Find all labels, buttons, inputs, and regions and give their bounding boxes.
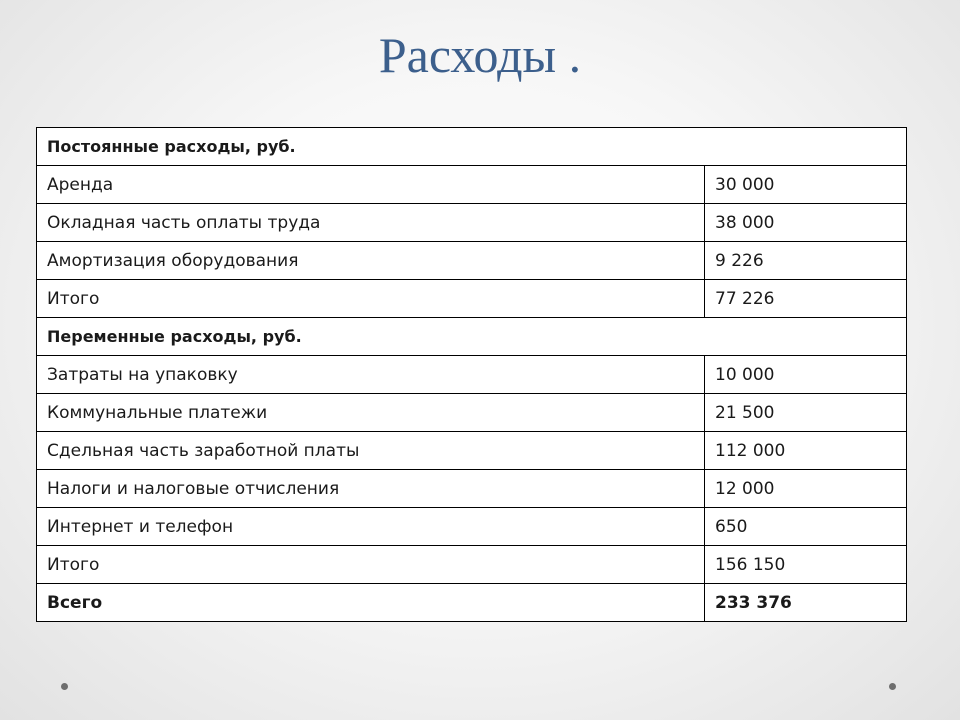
table-row: [37, 356, 907, 394]
row-label: Итого: [37, 546, 705, 584]
row-label: Амортизация оборудования: [37, 242, 705, 280]
table-row: [37, 470, 907, 508]
row-label: Интернет и телефон: [37, 508, 705, 546]
section-header-variable: [37, 318, 907, 356]
row-value: 21 500: [705, 394, 907, 432]
expense-table: [36, 127, 907, 622]
table-row: [37, 204, 907, 242]
table-row: [37, 432, 907, 470]
row-value: 10 000: [705, 356, 907, 394]
section-title: Переменные расходы, руб.: [37, 318, 907, 356]
section-header-fixed: [37, 128, 907, 166]
row-value: 77 226: [705, 280, 907, 318]
row-value: 9 226: [705, 242, 907, 280]
row-value: 112 000: [705, 432, 907, 470]
row-value: 12 000: [705, 470, 907, 508]
row-label: Затраты на упаковку: [37, 356, 705, 394]
subtotal-row: [37, 280, 907, 318]
row-value: 650: [705, 508, 907, 546]
row-label: Коммунальные платежи: [37, 394, 705, 432]
table-row: [37, 242, 907, 280]
row-value: 156 150: [705, 546, 907, 584]
section-title: Постоянные расходы, руб.: [37, 128, 907, 166]
row-label: Налоги и налоговые отчисления: [37, 470, 705, 508]
grand-total-label: Всего: [37, 584, 705, 622]
table-row: [37, 166, 907, 204]
grand-total-value: 233 376: [705, 584, 907, 622]
row-label: Аренда: [37, 166, 705, 204]
subtotal-row: [37, 546, 907, 584]
table-row: [37, 508, 907, 546]
slide-title: Расходы .: [378, 27, 582, 83]
grand-total-row: [37, 584, 907, 622]
row-label: Итого: [37, 280, 705, 318]
row-value: 30 000: [705, 166, 907, 204]
row-label: Окладная часть оплаты труда: [37, 204, 705, 242]
table-row: [37, 394, 907, 432]
row-label: Сдельная часть заработной платы: [37, 432, 705, 470]
bullet-dot-icon: [889, 683, 896, 690]
bullet-dot-icon: [61, 683, 68, 690]
row-value: 38 000: [705, 204, 907, 242]
